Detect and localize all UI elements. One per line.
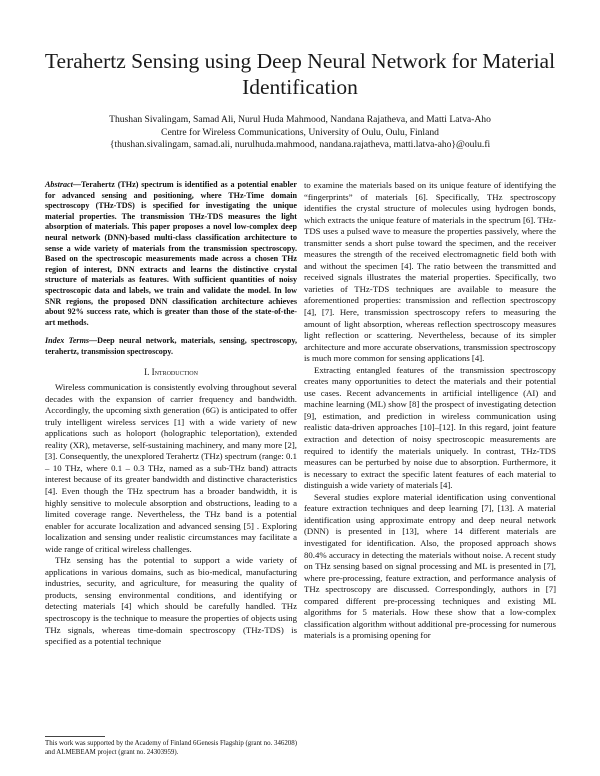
abstract [45, 180, 297, 328]
author-emails: {thushan.sivalingam, samad.ali, nurulhuda.mahmood, nandana.rajatheva, matti.latva-aho}@oulu.fi [109, 139, 491, 150]
intro-paragraph-1: Wireless communication is consistently evolving throughout several decades with the expansion of carrier frequency and bandwidth. Accordingly, the upcoming sixth generation (6G) is anticipated to offer truly intelligent wireless services [1] with a wide variety of new applications such as holoport (holographic teleportation), extended reality (XR), metaverse, self-sustaining machinery, and many more [2], [3]. Consequently, the unexplored Terahertz (THz) spectrum (range: 0.1 – 10 THz, where 0.1 – 0.3 THz, named as a sub-THz band) attracts interest because of its greater bandwidth and distinctive characteristics [4]. Even though the THz spectrum has a broader bandwidth, it is highly sensitive to molecule absorption and obstructions, leading to a limited coverage range. Nevertheless, the THz band is a potential enabler for accurate localization and advanced sensing [5] . Exploring localization and sensing under realistic circumstances may facilitate a wide range of critical wireless challenges. [45, 382, 297, 554]
index-terms-label: Index Terms [45, 336, 90, 346]
author-names: Thushan Sivalingam, Samad Ali, Nurul Huda Mahmood, Nandana Rajatheva, and Matti Latva-Aho [109, 114, 491, 125]
intro-paragraph-4: Extracting entangled features of the transmission spectroscopy creates many opportunities to detect the materials and their potential use cases. Recent advancements in artificial intelligence (AI) and machine learning (ML) show [8] the prospect of investigating detection [9], estimation, and prediction in wireless communication using realistic data-driven approaches [10]–[12]. In this regard, joint feature extraction and detection of noisy spectroscopic measurements are required to identify the materials uniquely. In contrast, THz-TDS measures can be perturbed by noise due to absorption. Furthermore, it is necessary to extract the specific latent features of each material to distinguish a wide variety of materials [4]. [304, 364, 556, 491]
intro-paragraph-2: THz sensing has the potential to support a wide variety of applications in various domains, such as bio-medical, manufacturing industries, security, and agriculture, for measuring the quality of products, sensing environmental conditions, and identifying or detecting materials [4] which should be carefully handled. THz spectroscopy is the technique to measure the properties of objects using THz signals, whereas time-domain spectroscopy (THz-TDS) is specified as a potential technique [45, 555, 297, 647]
affiliation: Centre for Wireless Communications, University of Oulu, Oulu, Finland [161, 126, 439, 138]
abstract-text: —Terahertz (THz) spectrum is identified as a potential enabler for advanced sensing and positioning, where THz-Time domain spectroscopy (THz-TDS) is specified for investigating the unique material properties. The transmission THz-TDS measures the light absorption of materials. This paper proposes a novel low-complex deep neural network (DNN)-based multi-class classification architecture to sense a wide variety of materials from the transmission spectroscopy. Based on the spectroscopic measurements made across a chosen THz region of interest, DNN extracts and learns the distinctive crystal structure of materials as features. With sufficient quantities of noisy spectroscopic data and labels, we train and validate the model. In low SNR regions, the proposed DNN classification architecture achieves about 92% success rate, which is greater than those of the state-of-the-art methods. [45, 180, 297, 327]
author-block [40, 114, 560, 152]
funding-footnote: This work was supported by the Academy of Finland 6Genesis Flagship (grant no. 346208) and ALMEBEAM project (grant no. 24303959). [45, 740, 297, 756]
index-terms-text: —Deep neural network, materials, sensing, spectroscopy, terahertz, transmission spectroscopy. [45, 336, 297, 356]
right-column [304, 180, 556, 642]
left-column [45, 180, 297, 648]
abstract-label: Abstract [45, 180, 73, 189]
intro-paragraph-5: Several studies explore material identification using conventional feature extraction techniques and deep learning [7], [13]. A material identification using approximate entropy and deep neural network (DNN) is presented in [13], where 14 different materials are investigated for identification. Also, the proposed approach shows 80.4% accuracy in detecting the materials without noise. A recent study on THz sensing based on signal processing and ML is presented in [7], where pre-processing, feature extraction, and performance analysis of THz spectroscopy are discussed. Correspondingly, authors in [7] compared different pre-processing techniques and existing ML algorithms for 5 materials. How these show that a low-complex classification algorithm without additional pre-processing for numerous materials is a promising opening for [304, 491, 556, 641]
paper-title: Terahertz Sensing using Deep Neural Network for Material Identification [44, 49, 556, 99]
intro-paragraph-3: to examine the materials based on its unique feature of identifying the “fingerprints” of materials [6]. Specifically, THz spectroscopy identifies the crystal structure of molecules using hydrogen bonds, which extracts the unique feature of materials in the spectrum [6]. THz-TDS uses a pulsed wave to measure the properties passively, where the transmitter sends a short pulse toward the specimen, and the receiver measures the strength of the received electromagnetic field both with and without the specimen [4]. The ratio between the transmitted and received signals illustrates the material properties. Specifically, two varieties of THz-TDS techniques are available to measure the aforementioned properties: transmission and reflection spectroscopy [4], [7]. Here, transmission spectroscopy refers to measuring the amount of light absorption, whereas reflection spectroscopy measures light reflection or scattering. Nevertheless, because of its simpler architecture and more accurate observations, transmission spectroscopy is much more common for sensing applications [4]. [304, 180, 556, 364]
index-terms [45, 336, 297, 357]
footnote-divider [45, 736, 105, 737]
section-heading-introduction: I. Introduction [144, 366, 198, 377]
